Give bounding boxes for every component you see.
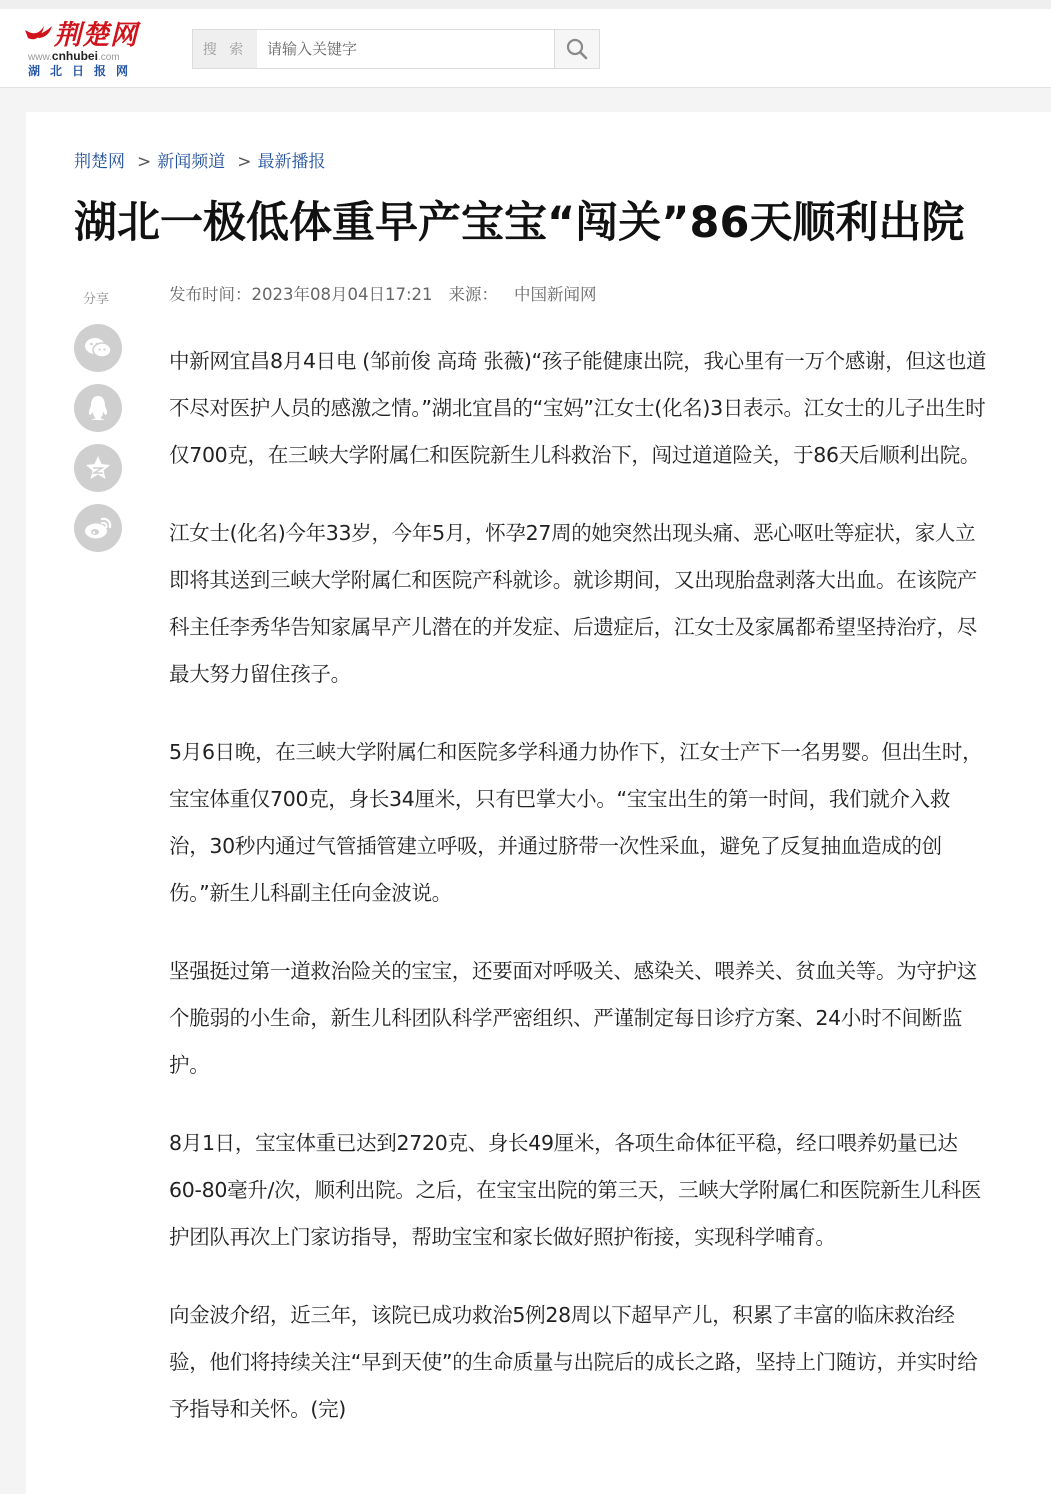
article-body [169,338,989,1464]
article-paragraph: 江女士(化名)今年33岁，今年5月，怀孕27周的她突然出现头痛、恶心呕吐等症状，家人立即将其送到三峡大学附属仁和医院产科就诊。就诊期间，又出现胎盘剥落大出血。在该院产科主任李秀华告知家属早产儿潜在的并发症、后遗症后，江女士及家属都希望坚持治疗，尽最大努力留住孩子。 [169,521,977,686]
logo-subtitle: 湖北日报网 [28,64,139,78]
source-name: 中国新闻网 [514,285,597,304]
share-weibo-button[interactable] [74,504,122,552]
article-card [26,112,1051,1494]
logo-domain: www.cnhubei.com [28,49,120,63]
breadcrumb-home[interactable]: 荆楚网 [74,152,125,172]
breadcrumb-news-channel[interactable]: 新闻频道 [157,152,226,172]
wechat-icon [83,335,113,361]
site-logo[interactable] [24,20,149,80]
publish-time-label: 发布时间： [169,285,252,304]
share-wechat-button[interactable] [74,324,122,372]
share-label: 分享 [83,292,110,307]
share-qzone-button[interactable] [74,444,122,492]
search-button[interactable] [555,30,599,68]
article-paragraph: 5月6日晚，在三峡大学附属仁和医院多学科通力协作下，江女士产下一名男婴。但出生时，宝宝体重仅700克，身长34厘米，只有巴掌大小。“宝宝出生的第一时间，我们就介入救治，30秒内通过气管插管建立呼吸，并通过脐带一次性采血，避免了反复抽血造成的创伤。”新生儿科副主任向金波说。 [169,740,983,905]
source-label: 来源： [448,285,499,304]
logo-name: 荆楚网 [54,20,138,51]
logo-swoosh-icon [24,24,54,46]
search-label: 搜 索 [193,30,257,68]
breadcrumb-separator: > [237,152,252,172]
share-qq-button[interactable] [74,384,122,432]
breadcrumb [74,150,326,174]
site-header [0,9,1051,88]
top-stripe [0,0,1051,9]
article-paragraph: 中新网宜昌8月4日电 (邹前俊 高琦 张薇)“孩子能健康出院，我心里有一万个感谢，但这也道不尽对医护人员的感激之情。”湖北宜昌的“宝妈”江女士(化名)3日表示。江女士的儿子出生时仅700克，在三峡大学附属仁和医院新生儿科救治下，闯过道道险关，于86天后顺利出院。 [169,349,987,467]
article-paragraph: 坚强挺过第一道救治险关的宝宝，还要面对呼吸关、感染关、喂养关、贫血关等。为守护这个脆弱的小生命，新生儿科团队科学严密组织、严谨制定每日诊疗方案、24小时不间断监护。 [169,959,977,1077]
qq-icon [87,394,109,422]
article-paragraph: 向金波介绍，近三年，该院已成功救治5例28周以下超早产儿，积累了丰富的临床救治经验，他们将持续关注“早到天使”的生命质量与出院后的成长之路，坚持上门随访，并实时给予指导和关怀。(完) [169,1303,978,1421]
article-meta [169,283,597,307]
search-bar [192,29,600,69]
article-paragraph: 8月1日，宝宝体重已达到2720克、身长49厘米，各项生命体征平稳，经口喂养奶量已达60-80毫升/次，顺利出院。之后，在宝宝出院的第三天，三峡大学附属仁和医院新生儿科医护团队再次上门家访指导，帮助宝宝和家长做好照护衔接，实现科学哺育。 [169,1131,982,1249]
publish-time: 2023年08月04日17:21 [251,285,433,304]
search-icon [566,38,588,60]
search-input[interactable] [257,30,555,68]
article-title: 湖北一极低体重早产宝宝“闯关”86天顺利出院 [74,198,965,248]
qzone-icon [84,454,112,482]
breadcrumb-latest-news[interactable]: 最新播报 [257,152,326,172]
breadcrumb-separator: > [137,152,152,172]
weibo-icon [83,515,113,541]
